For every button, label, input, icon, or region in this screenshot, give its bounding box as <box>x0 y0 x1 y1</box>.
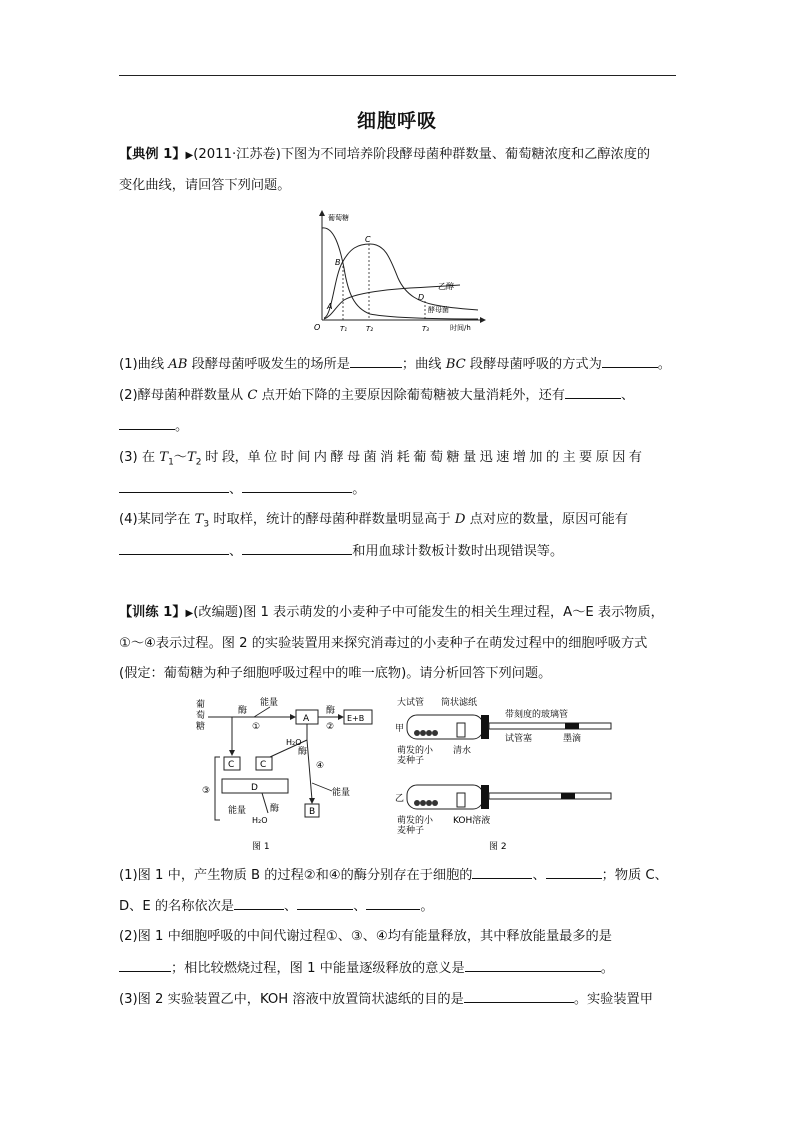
svg-text:KOH溶液: KOH溶液 <box>453 816 491 826</box>
training-tag: 【训练 1】 <box>119 605 186 620</box>
svg-text:麦种子: 麦种子 <box>397 756 425 766</box>
fig-label-D: D <box>418 293 425 302</box>
svg-text:A: A <box>303 714 310 724</box>
svg-text:萄: 萄 <box>196 711 206 721</box>
training-q1-line1: (1)图 1 中，产生物质 B 的过程②和④的酶分别存在于细胞的 、 ；物质 C、 <box>119 868 668 883</box>
example-tag: 【典例 1】 <box>119 147 186 162</box>
example-q2-line2: 。 <box>119 417 679 435</box>
svg-text:萌发的小: 萌发的小 <box>397 816 434 826</box>
training-q2-line2: ；相比较燃烧过程，图 1 中能量逐级释放的意义是 。 <box>119 959 679 977</box>
fig-label-glucose: 葡萄糖 <box>328 214 349 222</box>
svg-text:甲: 甲 <box>395 724 405 734</box>
answer-blank[interactable] <box>350 355 402 368</box>
svg-text:④: ④ <box>316 761 325 771</box>
svg-text:酶: 酶 <box>238 706 248 716</box>
training-q3-line1: (3)图 2 实验装置乙中，KOH 溶液中放置筒状滤纸的目的是 。实验装置甲 <box>119 992 653 1007</box>
example-q1: (1)曲线 AB 段酵母菌呼吸发生的场所是 ；曲线 BC 段酵母菌呼吸的方式为 。 <box>119 357 671 372</box>
svg-text:糖: 糖 <box>196 722 206 732</box>
svg-text:H₂O: H₂O <box>252 816 268 825</box>
training-intro-line3: (假定：葡萄糖为种子细胞呼吸过程中的唯一底物)。请分析回答下列问题。 <box>119 666 552 681</box>
svg-text:C: C <box>228 760 235 770</box>
example-q4-line1: (4)某同学在 $T_3$ 时取样，统计的酵母菌种群数量明显高于 D 点对应的数量，原因可能有 <box>119 512 628 530</box>
svg-text:带刻度的玻璃管: 带刻度的玻璃管 <box>505 710 569 720</box>
svg-text:大试管: 大试管 <box>397 698 425 708</box>
svg-text:葡: 葡 <box>196 700 206 710</box>
play-icon: ▶ <box>185 608 194 619</box>
svg-text:清水: 清水 <box>453 746 472 756</box>
answer-blank[interactable] <box>242 542 352 555</box>
svg-text:墨滴: 墨滴 <box>563 734 582 744</box>
example-q4-line2: 、 和用血球计数板计数时出现错误等。 <box>119 542 679 560</box>
fig2-caption: 图 2 <box>489 842 507 852</box>
answer-blank[interactable] <box>119 417 175 430</box>
example-intro-line1: 【典例 1】▶(2011·江苏卷)下图为不同培养阶段酵母菌种群数量、葡萄糖浓度和乙醇浓度的 <box>119 147 651 162</box>
svg-text:①: ① <box>252 722 261 732</box>
svg-text:麦种子: 麦种子 <box>397 826 425 836</box>
fig-label-B: B <box>335 258 341 267</box>
fig-tick-T1: T₁ <box>340 325 348 333</box>
svg-text:萌发的小: 萌发的小 <box>397 746 434 756</box>
svg-text:D: D <box>251 783 258 793</box>
growth-curve-figure <box>310 208 490 338</box>
training-intro-line1: 【训练 1】▶(改编题)图 1 表示萌发的小麦种子中可能发生的相关生理过程，A～E 表示物质， <box>119 605 664 620</box>
fig1-caption: 图 1 <box>252 842 270 852</box>
svg-text:乙: 乙 <box>395 794 405 804</box>
answer-blank[interactable] <box>565 386 621 399</box>
svg-text:能量: 能量 <box>260 698 279 708</box>
svg-text:B: B <box>309 807 316 817</box>
page-title: 细胞呼吸 <box>356 110 437 132</box>
training-intro-line2: ①～④表示过程。图 2 的实验装置用来探究消毒过的小麦种子在萌发过程中的细胞呼吸方式 <box>119 636 648 651</box>
answer-blank[interactable] <box>119 959 171 972</box>
fig-label-C: C <box>365 235 371 244</box>
svg-text:能量: 能量 <box>228 806 247 816</box>
fig-label-O: O <box>314 323 321 332</box>
svg-text:酶: 酶 <box>298 747 308 757</box>
answer-blank[interactable] <box>234 897 284 910</box>
example-intro-line2: 变化曲线，请回答下列问题。 <box>119 178 291 193</box>
answer-blank[interactable] <box>119 480 229 493</box>
svg-text:C: C <box>260 760 267 770</box>
fig-tick-T3: T₃ <box>422 325 430 333</box>
play-icon: ▶ <box>185 150 194 161</box>
fig-label-ethanol: 乙醇 <box>438 282 454 291</box>
svg-text:E+B: E+B <box>347 714 365 723</box>
fig-tick-T2: T₂ <box>366 325 374 333</box>
example-q3-line1: (3) 在 $T_1\sim T_2$ 时 段，单 位 时 间 内 酵 母 菌 消 耗 葡 萄 糖 量 迅 速 增 加 的 主 要 原 因 有 <box>119 450 642 468</box>
answer-blank[interactable] <box>297 897 353 910</box>
svg-text:筒状滤纸: 筒状滤纸 <box>441 698 478 708</box>
answer-blank[interactable] <box>366 897 420 910</box>
svg-text:酶: 酶 <box>270 804 280 814</box>
answer-blank[interactable] <box>242 480 352 493</box>
respiration-apparatus-diagram <box>395 695 625 855</box>
fig-x-axis-label: 时间/h <box>450 324 471 332</box>
answer-blank[interactable] <box>546 866 602 879</box>
svg-text:试管塞: 试管塞 <box>505 734 533 744</box>
answer-blank[interactable] <box>472 866 532 879</box>
svg-text:酶: 酶 <box>326 706 336 716</box>
fig-label-A: A <box>327 302 333 311</box>
answer-blank[interactable] <box>464 990 574 1003</box>
answer-blank[interactable] <box>602 355 658 368</box>
example-q2-line1: (2)酵母菌种群数量从 C 点开始下降的主要原因除葡萄糖被大量消耗外，还有 、 <box>119 388 635 403</box>
svg-text:能量: 能量 <box>332 788 351 798</box>
example-q3-line2: 、 。 <box>119 480 679 498</box>
svg-text:③: ③ <box>202 786 211 796</box>
answer-blank[interactable] <box>119 542 229 555</box>
training-q1-line2: D、E 的名称依次是 、 、 。 <box>119 899 434 914</box>
training-q2-line1: (2)图 1 中细胞呼吸的中间代谢过程①、③、④均有能量释放，其中释放能量最多的是 <box>119 929 612 944</box>
top-rule <box>119 75 676 76</box>
svg-text:②: ② <box>326 722 335 732</box>
answer-blank[interactable] <box>465 959 601 972</box>
fig-label-yeast: 酵母菌 <box>428 306 449 314</box>
svg-text:H₂O: H₂O <box>286 738 302 747</box>
metabolism-diagram <box>190 695 380 855</box>
